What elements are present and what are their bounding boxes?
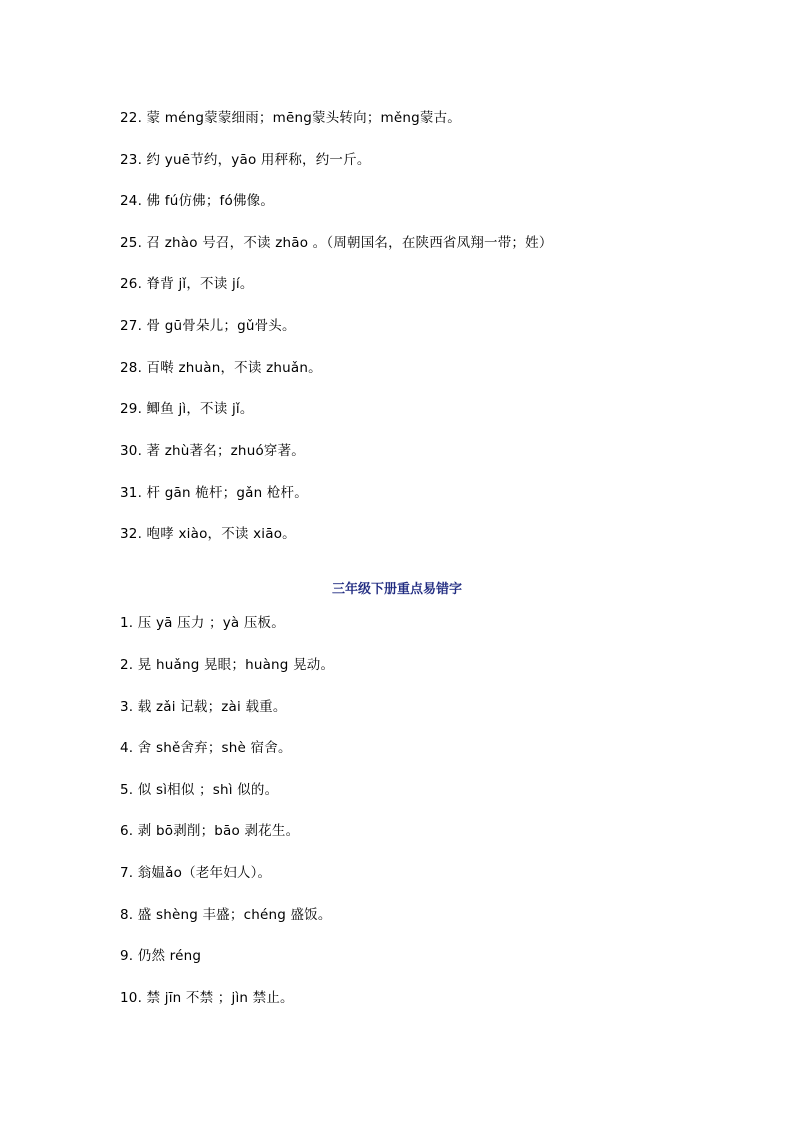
- list-item: 7. 翁媪ǎo（老年妇人）。: [120, 865, 272, 881]
- list-item: 28. 百啭 zhuàn，不读 zhuǎn。: [120, 360, 322, 376]
- list-item: 29. 鲫鱼 jì，不读 jǐ。: [120, 401, 254, 417]
- list-item: 9. 仍然 réng: [120, 948, 202, 964]
- list-item: 27. 骨 gū骨朵儿；gǔ骨头。: [120, 318, 296, 334]
- list-item: 22. 蒙 méng蒙蒙细雨；mēng蒙头转向；měng蒙古。: [120, 110, 461, 126]
- list-item: 32. 咆哮 xiào，不读 xiāo。: [120, 526, 296, 542]
- list-item: 30. 著 zhù著名；zhuó穿著。: [120, 443, 306, 459]
- list-item: 31. 杆 gān 桅杆；gǎn 枪杆。: [120, 485, 308, 501]
- section-heading: 三年级下册重点易错字: [331, 582, 462, 597]
- list-item: 3. 载 zǎi 记载；zài 载重。: [120, 699, 287, 715]
- list-item: 26. 脊背 jǐ，不读 jí。: [120, 276, 254, 292]
- list-item: 4. 舍 shě舍弃；shè 宿舍。: [120, 740, 292, 756]
- list-item: 2. 晃 huǎng 晃眼；huàng 晃动。: [120, 657, 335, 673]
- list-item: 1. 压 yā 压力 ；yà 压板。: [120, 615, 285, 631]
- list-item: 25. 召 zhào 号召，不读 zhāo 。（周朝国名，在陕西省凤翔一带；姓）: [120, 235, 553, 251]
- list-item: 6. 剥 bō剥削；bāo 剥花生。: [120, 823, 300, 839]
- list-item: 23. 约 yuē节约，yāo 用秤称，约一斤。: [120, 152, 371, 168]
- list-item: 24. 佛 fú仿佛；fó佛像。: [120, 193, 275, 209]
- list-item: 8. 盛 shèng 丰盛；chéng 盛饭。: [120, 907, 332, 923]
- list-item: 10. 禁 jīn 不禁 ；jìn 禁止。: [120, 990, 294, 1006]
- list-item: 5. 似 sì相似 ；shì 似的。: [120, 782, 279, 798]
